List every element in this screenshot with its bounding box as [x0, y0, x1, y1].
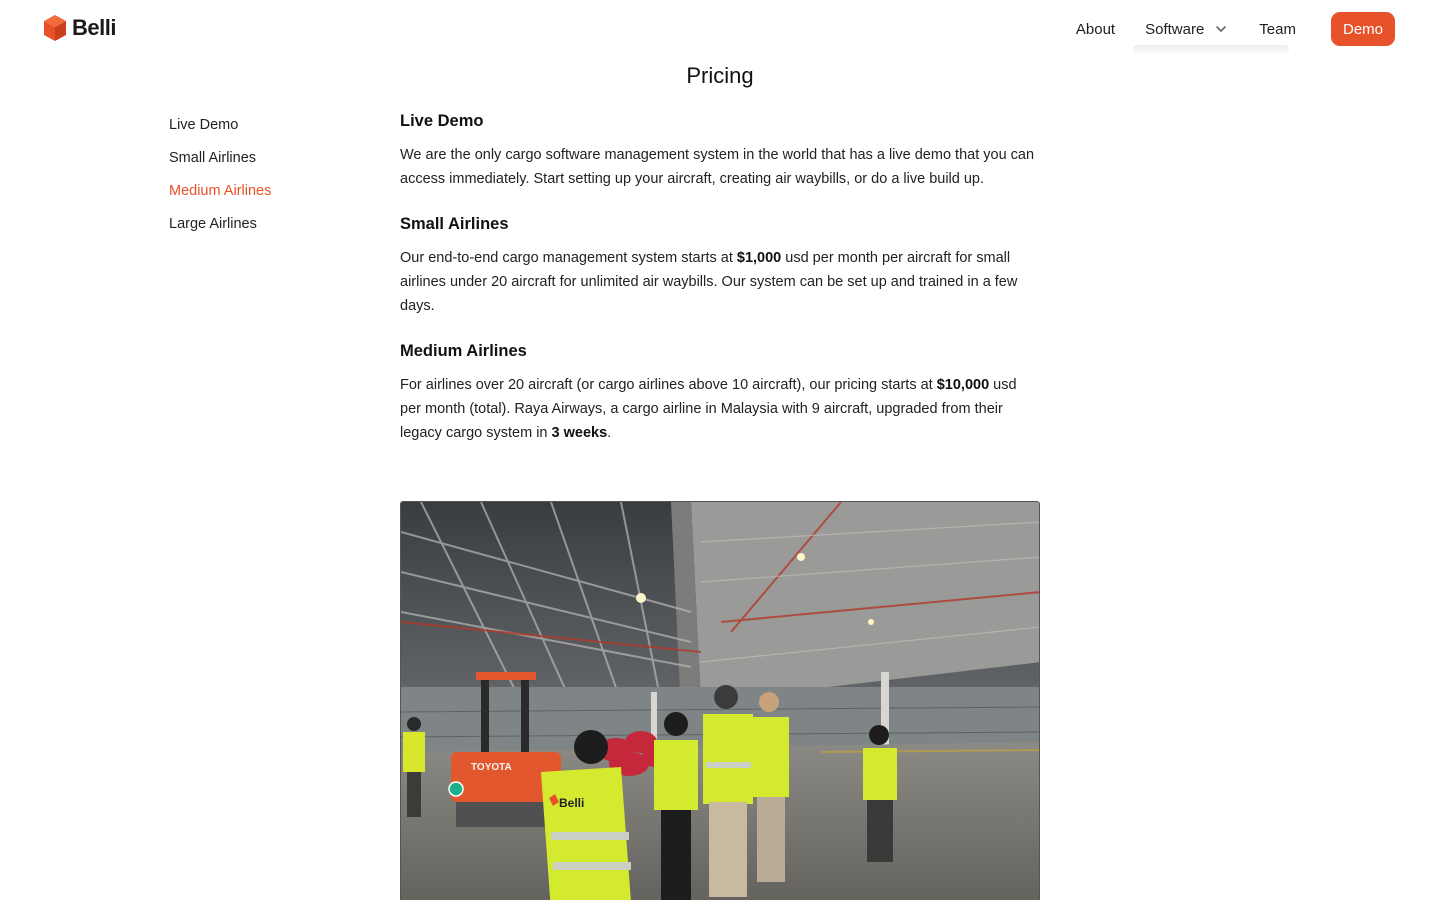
warehouse-illustration: [401, 502, 1040, 900]
medium-text-after: .: [607, 425, 612, 441]
nav-software-label: Software: [1145, 20, 1205, 38]
medium-price: $10,000: [936, 377, 990, 393]
section-medium-airlines: [400, 342, 1040, 445]
small-text-after: usd per month per aircraft for small airlines under 20 aircraft for unlimited air waybills. Our system can be set up and trained in a few days.: [400, 250, 1018, 314]
software-dropdown-shadow: [1133, 45, 1289, 53]
section-title-live-demo: Live Demo: [400, 112, 484, 130]
main-nav: [1076, 12, 1395, 46]
medium-duration: 3 weeks: [551, 425, 608, 441]
section-live-demo: [400, 112, 1040, 191]
sidebar-item-large-airlines[interactable]: Large Airlines: [169, 216, 257, 232]
pricing-sidebar: [169, 115, 349, 247]
live-demo-paragraph: We are the only cargo software management system in the world that has a live demo that you can access immediately. Start setting up your aircraft, creating air waybills, or do a live build up.: [400, 147, 1035, 187]
vest-logo: Belli: [559, 796, 585, 810]
cube-logo-icon: [43, 14, 67, 42]
section-title-medium-airlines: Medium Airlines: [400, 342, 527, 360]
site-header: [0, 0, 1440, 58]
nav-team-link[interactable]: Team: [1259, 20, 1296, 38]
section-title-small-airlines: Small Airlines: [400, 215, 509, 233]
small-price: $1,000: [736, 250, 782, 266]
pricing-content: [400, 112, 1040, 469]
sidebar-item-small-airlines[interactable]: Small Airlines: [169, 150, 257, 166]
forklift-label: TOYOTA: [471, 762, 512, 773]
nav-about-link[interactable]: About: [1075, 20, 1116, 38]
brand-name: Belli: [72, 15, 116, 40]
sidebar-item-medium-airlines[interactable]: Medium Airlines: [169, 183, 272, 199]
small-airlines-paragraph: [400, 246, 1040, 318]
belli-logo[interactable]: [43, 14, 116, 42]
sidebar-item-live-demo[interactable]: Live Demo: [169, 117, 239, 133]
medium-text-middle: usd per month (total). Raya Airways, a cargo airline in Malaysia with 9 aircraft, upgraded from their legacy cargo system in: [400, 377, 1017, 441]
medium-airlines-paragraph: [400, 373, 1040, 445]
chevron-down-icon: [1214, 22, 1228, 36]
page-title: Pricing: [686, 63, 754, 88]
warehouse-photo: [400, 501, 1040, 900]
section-small-airlines: [400, 215, 1040, 318]
nav-software-dropdown[interactable]: [1145, 21, 1228, 38]
demo-button[interactable]: Demo: [1331, 12, 1395, 46]
small-text-before: Our end-to-end cargo management system starts at: [400, 250, 737, 266]
medium-text-before: For airlines over 20 aircraft (or cargo airlines above 10 aircraft), our pricing starts at: [400, 377, 937, 393]
